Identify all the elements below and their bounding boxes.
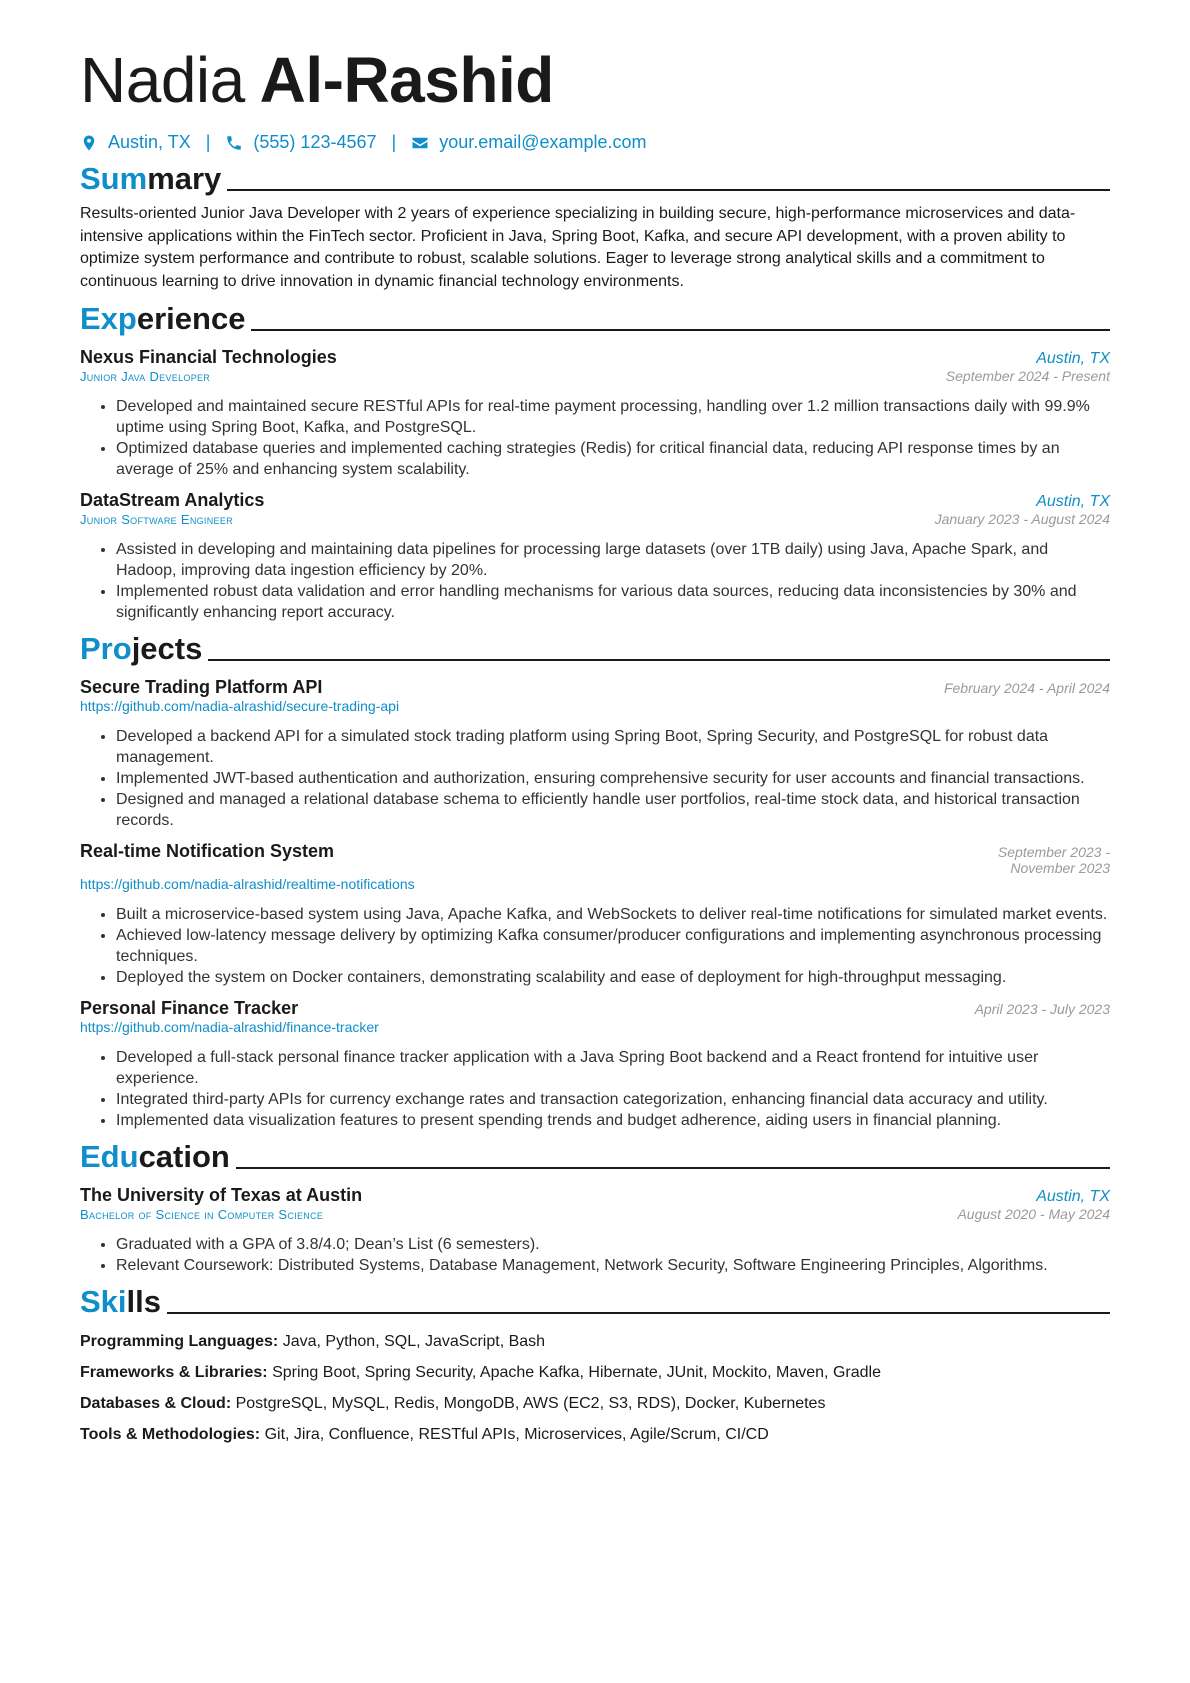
job-entry	[80, 347, 1110, 480]
title-accent: Exp	[80, 301, 137, 336]
list-item: • Optimized database queries and implemented caching strategies (Redis) for critical financial data, reducing API response times by an average of 25% and enhancing system scalability.	[116, 438, 1110, 480]
list-item: • Implemented robust data validation and error handling mechanisms for various data sources, reducing data inconsistencies by 30% and significantly enhancing report accuracy.	[116, 581, 1110, 623]
project-link[interactable]: https://github.com/nadia-alrashid/realtime-notifications	[80, 876, 415, 892]
job-dates: January 2023 - August 2024	[934, 511, 1110, 527]
list-item: • Developed a full-stack personal finance tracker application with a Java Spring Boot backend and a React frontend for intuitive user experience.	[116, 1047, 1110, 1089]
title-rest: lls	[126, 1284, 161, 1319]
skills-section	[80, 1282, 1110, 1450]
last-name: Al-Rashid	[259, 44, 554, 116]
skill-value: Spring Boot, Spring Security, Apache Kafka, Hibernate, JUnit, Mockito, Maven, Gradle	[272, 1364, 881, 1381]
list-item: • Graduated with a GPA of 3.8/4.0; Dean’s List (6 semesters).	[116, 1234, 1110, 1255]
job-bullets	[80, 539, 1110, 623]
skill-label: Tools & Methodologies:	[80, 1426, 261, 1443]
list-item: • Developed and maintained secure RESTful APIs for real-time payment processing, handling over 1.2 million transactions daily with 99.9% uptime using Spring Boot, Kafka, and PostgreSQL.	[116, 396, 1110, 438]
title-accent: Edu	[80, 1139, 139, 1174]
project-name: Personal Finance Tracker	[80, 998, 299, 1018]
project-dates: February 2024 - April 2024	[943, 680, 1110, 696]
school-location: Austin, TX	[1036, 1188, 1110, 1205]
skill-label: Programming Languages:	[80, 1333, 279, 1350]
project-bullets	[80, 726, 1110, 831]
list-item: • Designed and managed a relational database schema to efficiently handle user portfolios, real-time stock data, and historical transaction records.	[116, 789, 1110, 831]
skill-label: Databases & Cloud:	[80, 1395, 232, 1412]
title-rest: erience	[136, 301, 246, 336]
list-item: • Integrated third-party APIs for currency exchange rates and transaction categorization, enhancing financial data accuracy and utility.	[116, 1089, 1110, 1110]
list-item: • Relevant Coursework: Distributed Systems, Database Management, Network Security, Software Engineering Principles, Algorithms.	[116, 1255, 1110, 1276]
education-dates: August 2020 - May 2024	[957, 1206, 1110, 1222]
section-header	[80, 629, 1110, 667]
section-rule	[236, 1167, 1110, 1169]
title-accent: Pro	[80, 631, 132, 666]
job-entry	[80, 490, 1110, 623]
job-dates: September 2024 - Present	[945, 368, 1110, 384]
candidate-name	[80, 40, 1110, 120]
section-header	[80, 299, 1110, 337]
envelope-icon	[411, 134, 429, 152]
title-rest: cation	[138, 1139, 230, 1174]
company-name: DataStream Analytics	[80, 490, 265, 510]
skill-value: Java, Python, SQL, JavaScript, Bash	[282, 1333, 546, 1350]
phone-text: (555) 123-4567	[253, 132, 377, 152]
list-item: • Built a microservice-based system using Java, Apache Kafka, and WebSockets to deliver real-time notifications for simulated market events.	[116, 904, 1110, 925]
section-title	[80, 161, 221, 197]
title-accent: Ski	[80, 1284, 127, 1319]
school-name: The University of Texas at Austin	[80, 1185, 363, 1205]
contact-separator: |	[391, 132, 397, 152]
project-entry	[80, 677, 1110, 831]
education-bullets	[80, 1234, 1110, 1276]
skill-value: Git, Jira, Confluence, RESTful APIs, Microservices, Agile/Scrum, CI/CD	[264, 1426, 769, 1443]
list-item: • Implemented data visualization features to present spending trends and budget adherence, aiding users in financial planning.	[116, 1110, 1110, 1131]
project-name: Real-time Notification System	[80, 841, 335, 861]
project-dates: April 2023 - July 2023	[974, 1001, 1110, 1017]
company-name: Nexus Financial Technologies	[80, 347, 337, 367]
title-accent: Sum	[80, 161, 148, 196]
job-role: Junior Software Engineer	[80, 512, 233, 527]
first-name: Nadia	[80, 44, 245, 116]
summary-section	[80, 159, 1110, 293]
section-header	[80, 1282, 1110, 1320]
job-location: Austin, TX	[1036, 493, 1110, 510]
education-section	[80, 1137, 1110, 1276]
section-rule	[227, 189, 1110, 191]
phone-icon	[225, 134, 243, 152]
job-location: Austin, TX	[1036, 350, 1110, 367]
project-name: Secure Trading Platform API	[80, 677, 323, 697]
list-item: • Deployed the system on Docker containers, demonstrating scalability and ease of deployment for high-throughput messaging.	[116, 967, 1110, 988]
title-rest: jects	[131, 631, 203, 666]
section-rule	[251, 329, 1110, 331]
projects-section	[80, 629, 1110, 1131]
project-entry	[80, 998, 1110, 1131]
section-header	[80, 1137, 1110, 1175]
title-rest: mary	[147, 161, 222, 196]
section-header	[80, 159, 1110, 197]
project-entry	[80, 841, 1110, 988]
skill-line	[80, 1357, 1110, 1388]
list-item: • Implemented JWT-based authentication and authorization, ensuring comprehensive security for user accounts and financial transactions.	[116, 768, 1110, 789]
skill-label: Frameworks & Libraries:	[80, 1364, 268, 1381]
list-item: • Achieved low-latency message delivery by optimizing Kafka consumer/producer configurations and implementing asynchronous processing techniques.	[116, 925, 1110, 967]
project-link[interactable]: https://github.com/nadia-alrashid/finance-tracker	[80, 1019, 379, 1035]
section-rule	[208, 659, 1110, 661]
section-title	[80, 1284, 161, 1320]
skill-line	[80, 1419, 1110, 1450]
skill-value: PostgreSQL, MySQL, Redis, MongoDB, AWS (EC2, S3, RDS), Docker, Kubernetes	[235, 1395, 826, 1412]
project-dates: September 2023 - November 2023	[997, 844, 1110, 876]
project-bullets	[80, 904, 1110, 988]
contact-separator: |	[205, 132, 211, 152]
map-pin-icon	[80, 134, 98, 152]
location-text: Austin, TX	[108, 132, 191, 152]
summary-text: Results-oriented Junior Java Developer with 2 years of experience specializing in building secure, high-performance microservices and data-intensive applications within the FinTech sector. Proficient in Java, Spring Boot, Kafka, and secure API development, with a proven ability to optimize system performance and contribute to robust, scalable solutions. Eager to leverage strong analytical skills and a commitment to continuous learning to drive innovation in dynamic financial technology environments.	[80, 205, 1076, 290]
contact-location	[80, 132, 191, 153]
list-item: • Developed a backend API for a simulated stock trading platform using Spring Boot, Spring Security, and PostgreSQL for robust data management.	[116, 726, 1110, 768]
section-title	[80, 631, 202, 667]
project-bullets	[80, 1047, 1110, 1131]
job-role: Junior Java Developer	[80, 369, 211, 384]
project-link[interactable]: https://github.com/nadia-alrashid/secure-trading-api	[80, 698, 400, 714]
section-title	[80, 1139, 230, 1175]
contact-bar	[80, 132, 1110, 153]
section-rule	[167, 1312, 1110, 1314]
education-entry	[80, 1185, 1110, 1276]
skill-line	[80, 1326, 1110, 1357]
section-title	[80, 301, 245, 337]
degree: Bachelor of Science in Computer Science	[80, 1207, 324, 1222]
experience-section	[80, 299, 1110, 623]
skill-line	[80, 1388, 1110, 1419]
contact-email[interactable]	[411, 132, 646, 153]
list-item: • Assisted in developing and maintaining data pipelines for processing large datasets (over 1TB daily) using Java, Apache Spark, and Hadoop, improving data ingestion efficiency by 20%.	[116, 539, 1110, 581]
email-text: your.email@example.com	[439, 132, 647, 152]
job-bullets	[80, 396, 1110, 480]
contact-phone[interactable]	[225, 132, 376, 153]
